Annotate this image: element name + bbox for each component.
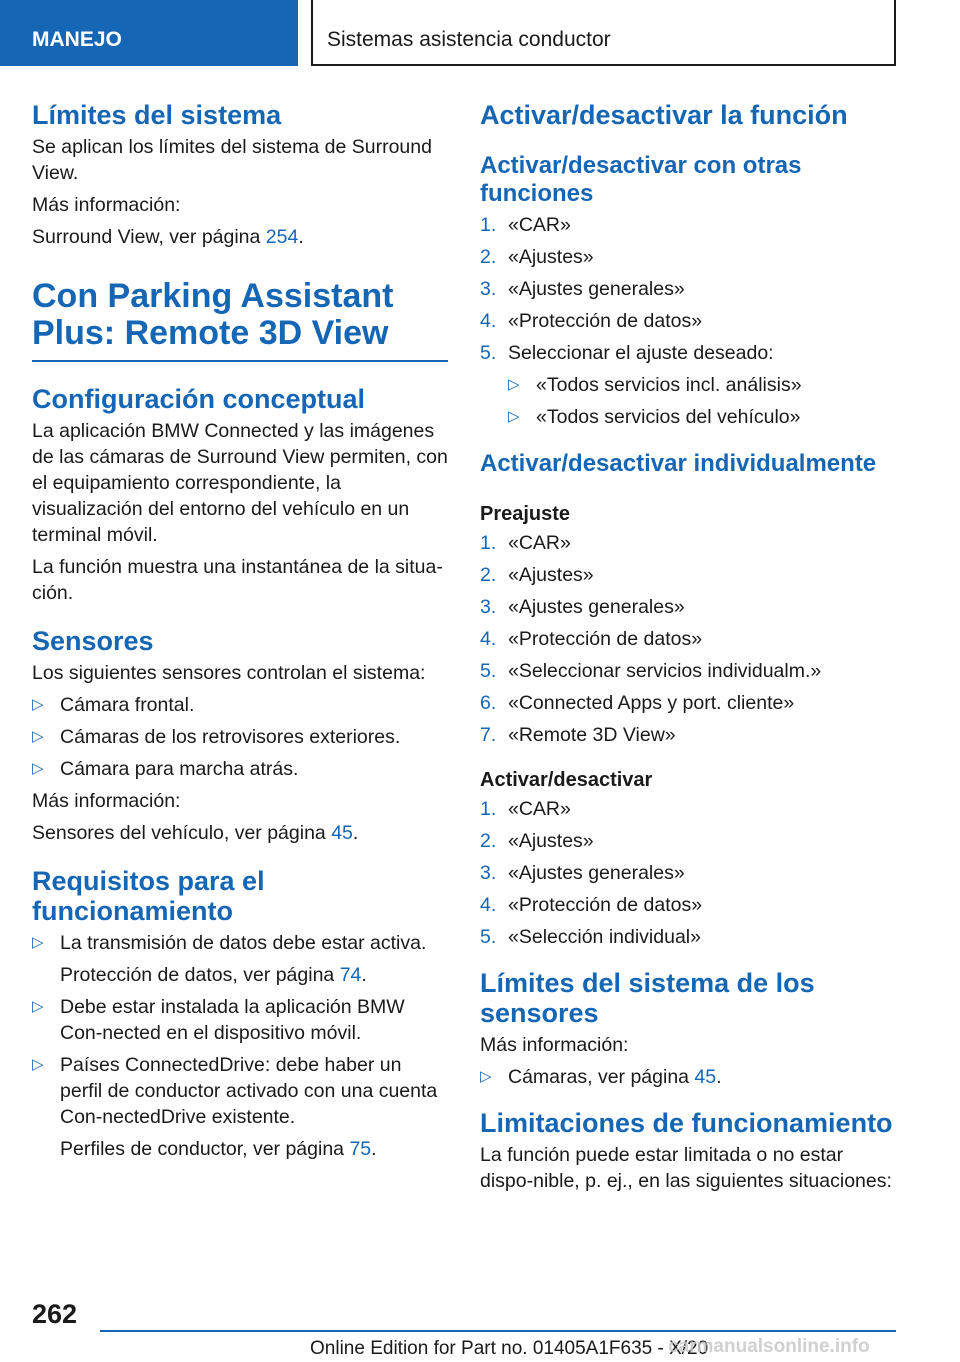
page-reference: Protección de datos, ver página 74. — [60, 964, 367, 986]
page-reference: Surround View, ver página 254. — [32, 226, 304, 248]
list-item: 3. «Ajustes generales» — [480, 862, 685, 884]
edition-text: Online Edition for Part no. 01405A1F635 - X/20 — [310, 1338, 709, 1359]
triangle-right-icon: ▷ — [32, 1056, 44, 1073]
sensor-limits-list — [480, 1064, 896, 1090]
heading-limites-sensores: Límites del sistema de los sensores — [480, 968, 815, 1028]
triangle-right-icon: ▷ — [32, 696, 44, 713]
triangle-right-icon: ▷ — [32, 760, 44, 777]
paragraph: Se aplican los límites del sistema de Surround View. — [32, 136, 432, 184]
options-list — [508, 372, 896, 430]
paragraph: Más información: — [32, 194, 181, 216]
page-link[interactable]: 75 — [349, 1138, 372, 1160]
heading-otras-funciones: Activar/desactivar con otras funciones — [480, 152, 802, 207]
left-column — [32, 100, 448, 1168]
list-item: 2. «Ajustes» — [480, 246, 594, 268]
steps-preajuste — [480, 530, 896, 748]
requirements-list — [32, 930, 448, 1162]
heading-activar-funcion: Activar/desactivar la función — [480, 100, 848, 130]
page-link[interactable]: 74 — [339, 964, 362, 986]
heading-configuracion: Configuración conceptual — [32, 384, 366, 414]
footer-divider — [100, 1330, 896, 1332]
list-item: 1. «CAR» — [480, 532, 571, 554]
list-item: 5. «Selección individual» — [480, 926, 701, 948]
heading-sensores: Sensores — [32, 626, 154, 656]
list-item: 4. «Protección de datos» — [480, 310, 703, 332]
list-item: 3. «Ajustes generales» — [480, 278, 685, 300]
list-item: 5. «Seleccionar servicios individualm.» — [480, 660, 822, 682]
list-item: ▷ Cámara para marcha atrás. — [32, 758, 299, 780]
heading-activar-desactivar: Activar/desactivar — [480, 769, 653, 791]
paragraph: Más información: — [480, 1034, 629, 1056]
section-tab[interactable]: MANEJO — [0, 0, 298, 66]
steps-activar — [480, 796, 896, 950]
page-header — [0, 0, 960, 66]
triangle-right-icon: ▷ — [32, 934, 44, 951]
heading-requisitos: Requisitos para el funcionamiento — [32, 866, 265, 926]
triangle-right-icon: ▷ — [508, 408, 520, 425]
list-item: 4. «Protección de datos» — [480, 894, 703, 916]
page-link[interactable]: 254 — [265, 226, 299, 248]
list-item: ▷ La transmisión de datos debe estar activa. Protección de datos, ver página 74. — [32, 930, 448, 988]
heading-limitaciones: Limitaciones de funcionamiento — [480, 1108, 893, 1138]
heading-individual: Activar/desactivar individualmente — [480, 450, 877, 477]
page-reference: Sensores del vehículo, ver página 45. — [32, 822, 359, 844]
heading-preajuste: Preajuste — [480, 503, 571, 525]
triangle-right-icon: ▷ — [480, 1068, 492, 1085]
list-item: 2. «Ajustes» — [480, 830, 594, 852]
triangle-right-icon: ▷ — [32, 998, 44, 1015]
watermark: carmanualsonline.info — [668, 1336, 870, 1357]
list-item: 1. «CAR» — [480, 798, 571, 820]
sensor-list — [32, 692, 448, 782]
list-item: ▷ «Todos servicios incl. análisis» — [508, 374, 802, 396]
page-number: 262 — [32, 1299, 78, 1329]
page-link[interactable]: 45 — [694, 1066, 717, 1088]
list-item: ▷ Debe estar instalada la aplicación BMW Con‐nected en el dispositivo móvil. — [32, 996, 405, 1044]
paragraph: La aplicación BMW Connected y las imágenes de las cámaras de Surround View permiten, con el equipamiento correspondiente, la visualización del entorno del vehículo en un terminal móvil. — [32, 420, 448, 546]
triangle-right-icon: ▷ — [508, 376, 520, 393]
right-column — [480, 100, 896, 1200]
chapter-title: Con Parking Assistant Plus: Remote 3D View — [32, 256, 448, 362]
list-item: 7. «Remote 3D View» — [480, 724, 676, 746]
list-item: 2. «Ajustes» — [480, 564, 594, 586]
list-item: ▷ «Todos servicios del vehículo» — [508, 406, 801, 428]
page-reference: Perfiles de conductor, ver página 75. — [60, 1138, 377, 1160]
paragraph: La función puede estar limitada o no estar dispo‐nible, p. ej., en las siguientes situaciones: — [480, 1144, 892, 1192]
list-item: 6. «Connected Apps y port. cliente» — [480, 692, 795, 714]
heading-limites-sistema: Límites del sistema — [32, 100, 282, 130]
list-item: ▷ Cámaras de los retrovisores exteriores. — [32, 726, 401, 748]
list-item: 4. «Protección de datos» — [480, 628, 703, 650]
list-item: ▷ Cámaras, ver página 45. — [480, 1066, 722, 1088]
list-item: ▷ Países ConnectedDrive: debe haber un perfil de conductor activado con una cuenta Con‐nectedDrive existente. Perfiles de conductor, ver página 75. — [32, 1052, 448, 1162]
page-link[interactable]: 45 — [331, 822, 353, 844]
paragraph: La función muestra una instantánea de la situa‐ción. — [32, 556, 443, 604]
paragraph: Más información: — [32, 790, 181, 812]
steps-otras — [480, 212, 896, 430]
chapter-tab[interactable]: Sistemas asistencia conductor — [311, 0, 896, 66]
paragraph: Los siguientes sensores controlan el sistema: — [32, 662, 426, 684]
list-item: 1. «CAR» — [480, 214, 571, 236]
list-item: 3. «Ajustes generales» — [480, 596, 685, 618]
list-item: ▷ Cámara frontal. — [32, 694, 195, 716]
list-item: 5. Seleccionar el ajuste deseado: ▷ «Todos servicios incl. análisis» ▷ «Todos servicios del vehículo» — [480, 340, 896, 430]
triangle-right-icon: ▷ — [32, 728, 44, 745]
